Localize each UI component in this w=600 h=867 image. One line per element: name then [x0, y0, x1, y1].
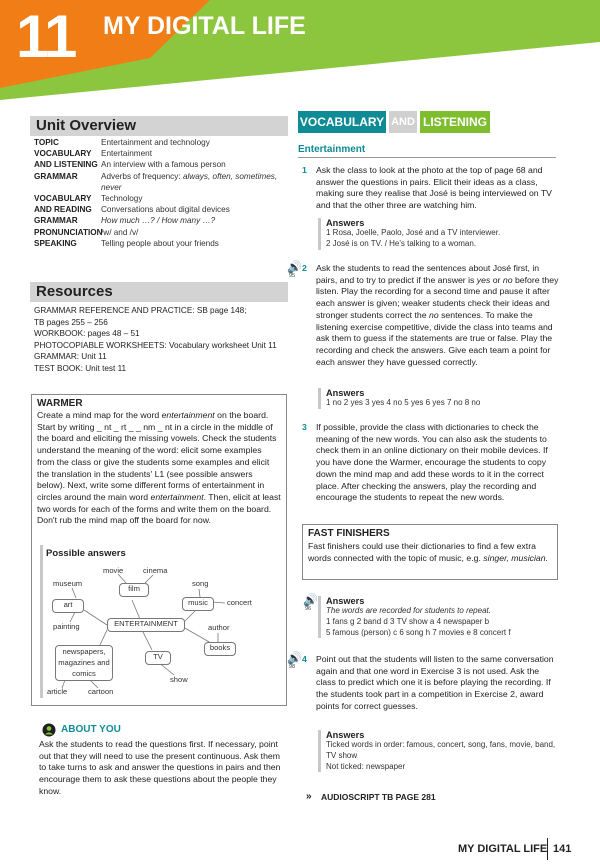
answers-1-title: Answers	[326, 218, 365, 228]
overview-key: VOCABULARY	[34, 194, 92, 204]
exercise-2-number: 2	[302, 263, 307, 273]
ff-em: singer, musician.	[483, 552, 548, 563]
answers-3-note: The words are recorded for students to repeat.	[326, 606, 491, 615]
ex2-part: sentences. To make the listening exercise competitive, divide the class into teams and ask them to guess if the statements are true or false. Play the recording and check the answers. Give each team a point for each answer they have guessed correctly.	[316, 309, 553, 367]
mindmap-museum: museum	[53, 579, 83, 588]
exercise-4-text: Point out that the students will listen to the same conversation again and that one word in Exercise 3 is not used. Ask the class to predict which one it is before playing the recording. If the students took part in a competition in Exercise 2, award points for correct guesses.	[316, 654, 554, 711]
ex2-part: Ask the students to read the sentences about José first, in pairs, and to try to predict if the answer is	[316, 263, 540, 285]
resource-line: TEST BOOK: Unit test 11	[34, 363, 127, 373]
overview-value-italic: always, often, sometimes, never	[101, 171, 278, 192]
resource-line: PHOTOCOPIABLE WORKSHEETS: Vocabulary worksheet Unit 11	[34, 340, 277, 350]
audioscript-arrow-icon: »	[306, 791, 312, 802]
overview-value: /w/ and /v/	[101, 227, 139, 237]
audioscript-link[interactable]: AUDIOSCRIPT TB PAGE 281	[321, 792, 436, 802]
answers-1	[318, 218, 562, 250]
overview-key: AND LISTENING	[34, 160, 98, 170]
tag-vocabulary: VOCABULARY	[298, 111, 386, 133]
mindmap-center: ENTERTAINMENT	[107, 618, 185, 632]
ff-part: Fast finishers could use their dictionaries to find a few extra words connected with the topic of music, e.g.	[308, 541, 536, 563]
answers-3	[318, 596, 562, 638]
mindmap-article: article	[47, 687, 68, 696]
answers-3-line: 1 fans g 2 band d 3 TV show a 4 newspaper b	[326, 616, 490, 626]
unit-title: MY DIGITAL LIFE	[103, 12, 306, 40]
mindmap-books: books	[204, 642, 236, 656]
overview-value: Entertainment and technology	[101, 138, 210, 147]
mindmap-cinema: cinema	[143, 566, 168, 575]
fast-finishers-text	[308, 541, 552, 564]
audio-speaker-icon[interactable]: 🔊	[303, 593, 318, 607]
section-heading: Entertainment	[298, 144, 366, 155]
about-you-title: ABOUT YOU	[61, 724, 121, 735]
resource-line: GRAMMAR: Unit 11	[34, 352, 107, 362]
about-you-icon	[42, 723, 56, 737]
about-you-text: Ask the students to read the questions first. If necessary, point out that they will need to use the present continuous. Ask them to take turns to ask and answer the questions in pairs and then encourage them to ask these questions about the people they know.	[39, 739, 281, 796]
tag-and: AND	[389, 111, 417, 133]
exercise-3-number: 3	[302, 422, 307, 432]
answers-2	[318, 388, 562, 409]
overview-key: VOCABULARY	[34, 149, 92, 159]
mind-map-lines	[0, 0, 300, 720]
exercise-2-text	[316, 263, 561, 368]
audio-speaker-icon[interactable]: 🔊	[287, 260, 302, 274]
overview-value-text: Adverbs of frequency:	[101, 171, 181, 181]
resource-line: GRAMMAR REFERENCE AND PRACTICE: SB page 148;	[34, 306, 247, 315]
exercise-1-number: 1	[302, 165, 307, 175]
fast-finishers-title: FAST FINISHERS	[308, 528, 390, 539]
answers-4-line: Ticked words in order: famous, concert, song, fans, movie, band, TV show	[326, 740, 556, 760]
overview-key: AND READING	[34, 205, 92, 215]
mindmap-movie: movie	[103, 566, 124, 575]
overview-key: SPEAKING	[34, 238, 77, 248]
section-divider	[298, 157, 556, 158]
resource-line: TB pages 255 – 256	[34, 317, 108, 327]
possible-answers-title: Possible answers	[46, 548, 126, 559]
warmer-text-part: on the board. Start by writing _ nt _ rt _ _ nm _ nt in a circle in the middle of the board and eliciting the missing vowels. Check the students understand the meaning of the word: elicit some examples from the class or give the students some examples and elicit the translation in the students' L1 (see possible answers below). Next, write some different forms of entertainment in circles around the main word	[37, 410, 277, 502]
answers-1-line: 2 José is on TV. / He's talking to a woman.	[326, 238, 477, 248]
audio-track-2: 96	[305, 606, 312, 612]
unit-number: 11	[16, 3, 76, 70]
overview-value: How much …? / How many …?	[101, 216, 216, 226]
warmer-text-part: . Then, elicit at least two words for each of the forms and write them on the board. Don't rub the mind map off the board for now.	[37, 491, 281, 526]
warmer-text-em: entertainment	[161, 410, 215, 420]
answers-3-title: Answers	[326, 596, 365, 606]
exercise-3-text: If possible, provide the class with dictionaries to check the meaning of the new words. You can also ask the students to check them in an online dictionary on their mobile devices. If you have done the Warmer, encourage the students to copy down the mind map and add these words to it in the correct place. After checking the answers, play the recording and encourage the students to repeat the new words.	[316, 422, 548, 503]
overview-key: PRONUNCIATION	[34, 227, 103, 237]
mindmap-painting: painting	[53, 622, 80, 631]
answers-3-line: 5 famous (person) c 6 song h 7 movies e 8 concert f	[326, 627, 511, 637]
mindmap-author: author	[208, 623, 230, 632]
warmer-text-em: entertainment	[150, 491, 204, 502]
footer-title: MY DIGITAL LIFE	[458, 843, 548, 855]
answers-1-line: 1 Rosa, Joelle, Paolo, José and a TV interviewer.	[326, 228, 501, 237]
footer-divider	[547, 838, 548, 860]
audio-speaker-icon[interactable]: 🔊	[287, 651, 302, 665]
resource-line: WORKBOOK: pages 48 – 51	[34, 329, 140, 339]
ex2-part: or	[490, 274, 503, 285]
exercise-1-text: Ask the class to look at the photo at the top of page 68 and answer the questions in pairs. Elicit their ideas as a class, making sure they realise that José is being interviewed on TV and that the other three are watching him.	[316, 165, 552, 211]
resources-heading: Resources	[30, 282, 288, 302]
overview-value: An interview with a famous person	[101, 160, 226, 170]
overview-value: Telling people about your friends	[101, 238, 219, 248]
overview-key: TOPIC	[34, 138, 59, 147]
mindmap-music: music	[182, 597, 214, 611]
mindmap-tv: TV	[145, 651, 171, 665]
answers-4-title: Answers	[326, 730, 365, 740]
ex2-em: no	[502, 274, 513, 285]
answers-4-line: Not ticked: newspaper	[326, 761, 406, 771]
mindmap-film: film	[119, 583, 149, 597]
ex2-em: yes	[476, 274, 491, 285]
overview-key: GRAMMAR	[34, 171, 78, 181]
answers-4	[318, 730, 562, 772]
mindmap-art: art	[52, 599, 84, 613]
audio-track-3: 98	[289, 664, 296, 670]
warmer-text-part: Create a mind map for the word	[37, 410, 162, 420]
warmer-title: WARMER	[37, 398, 83, 409]
answers-2-line: 1 no 2 yes 3 yes 4 no 5 yes 6 yes 7 no 8 no	[326, 398, 481, 407]
audio-track-1: 95	[289, 273, 296, 279]
overview-value: Entertainment	[101, 149, 152, 159]
overview-value: Conversations about digital devices	[101, 205, 230, 215]
exercise-4-number: 4	[302, 654, 307, 664]
ex2-part: before they listen. Play the recording for a second time and pause it after each answer is given; weaker students check their ideas and stronger students correct the	[316, 274, 559, 320]
unit-overview-heading: Unit Overview	[30, 116, 288, 136]
mindmap-newspapers: newspapers, magazines and comics	[55, 645, 113, 681]
answers-2-title: Answers	[326, 388, 365, 398]
mindmap-show: show	[170, 675, 188, 684]
page-number: 141	[553, 843, 572, 855]
mindmap-concert: concert	[227, 598, 252, 607]
ex2-em: no	[429, 309, 439, 320]
overview-key: GRAMMAR	[34, 216, 78, 226]
tag-listening: LISTENING	[420, 111, 490, 133]
overview-value: Technology	[101, 194, 143, 204]
mindmap-song: song	[192, 579, 209, 588]
mindmap-cartoon: cartoon	[88, 687, 114, 696]
